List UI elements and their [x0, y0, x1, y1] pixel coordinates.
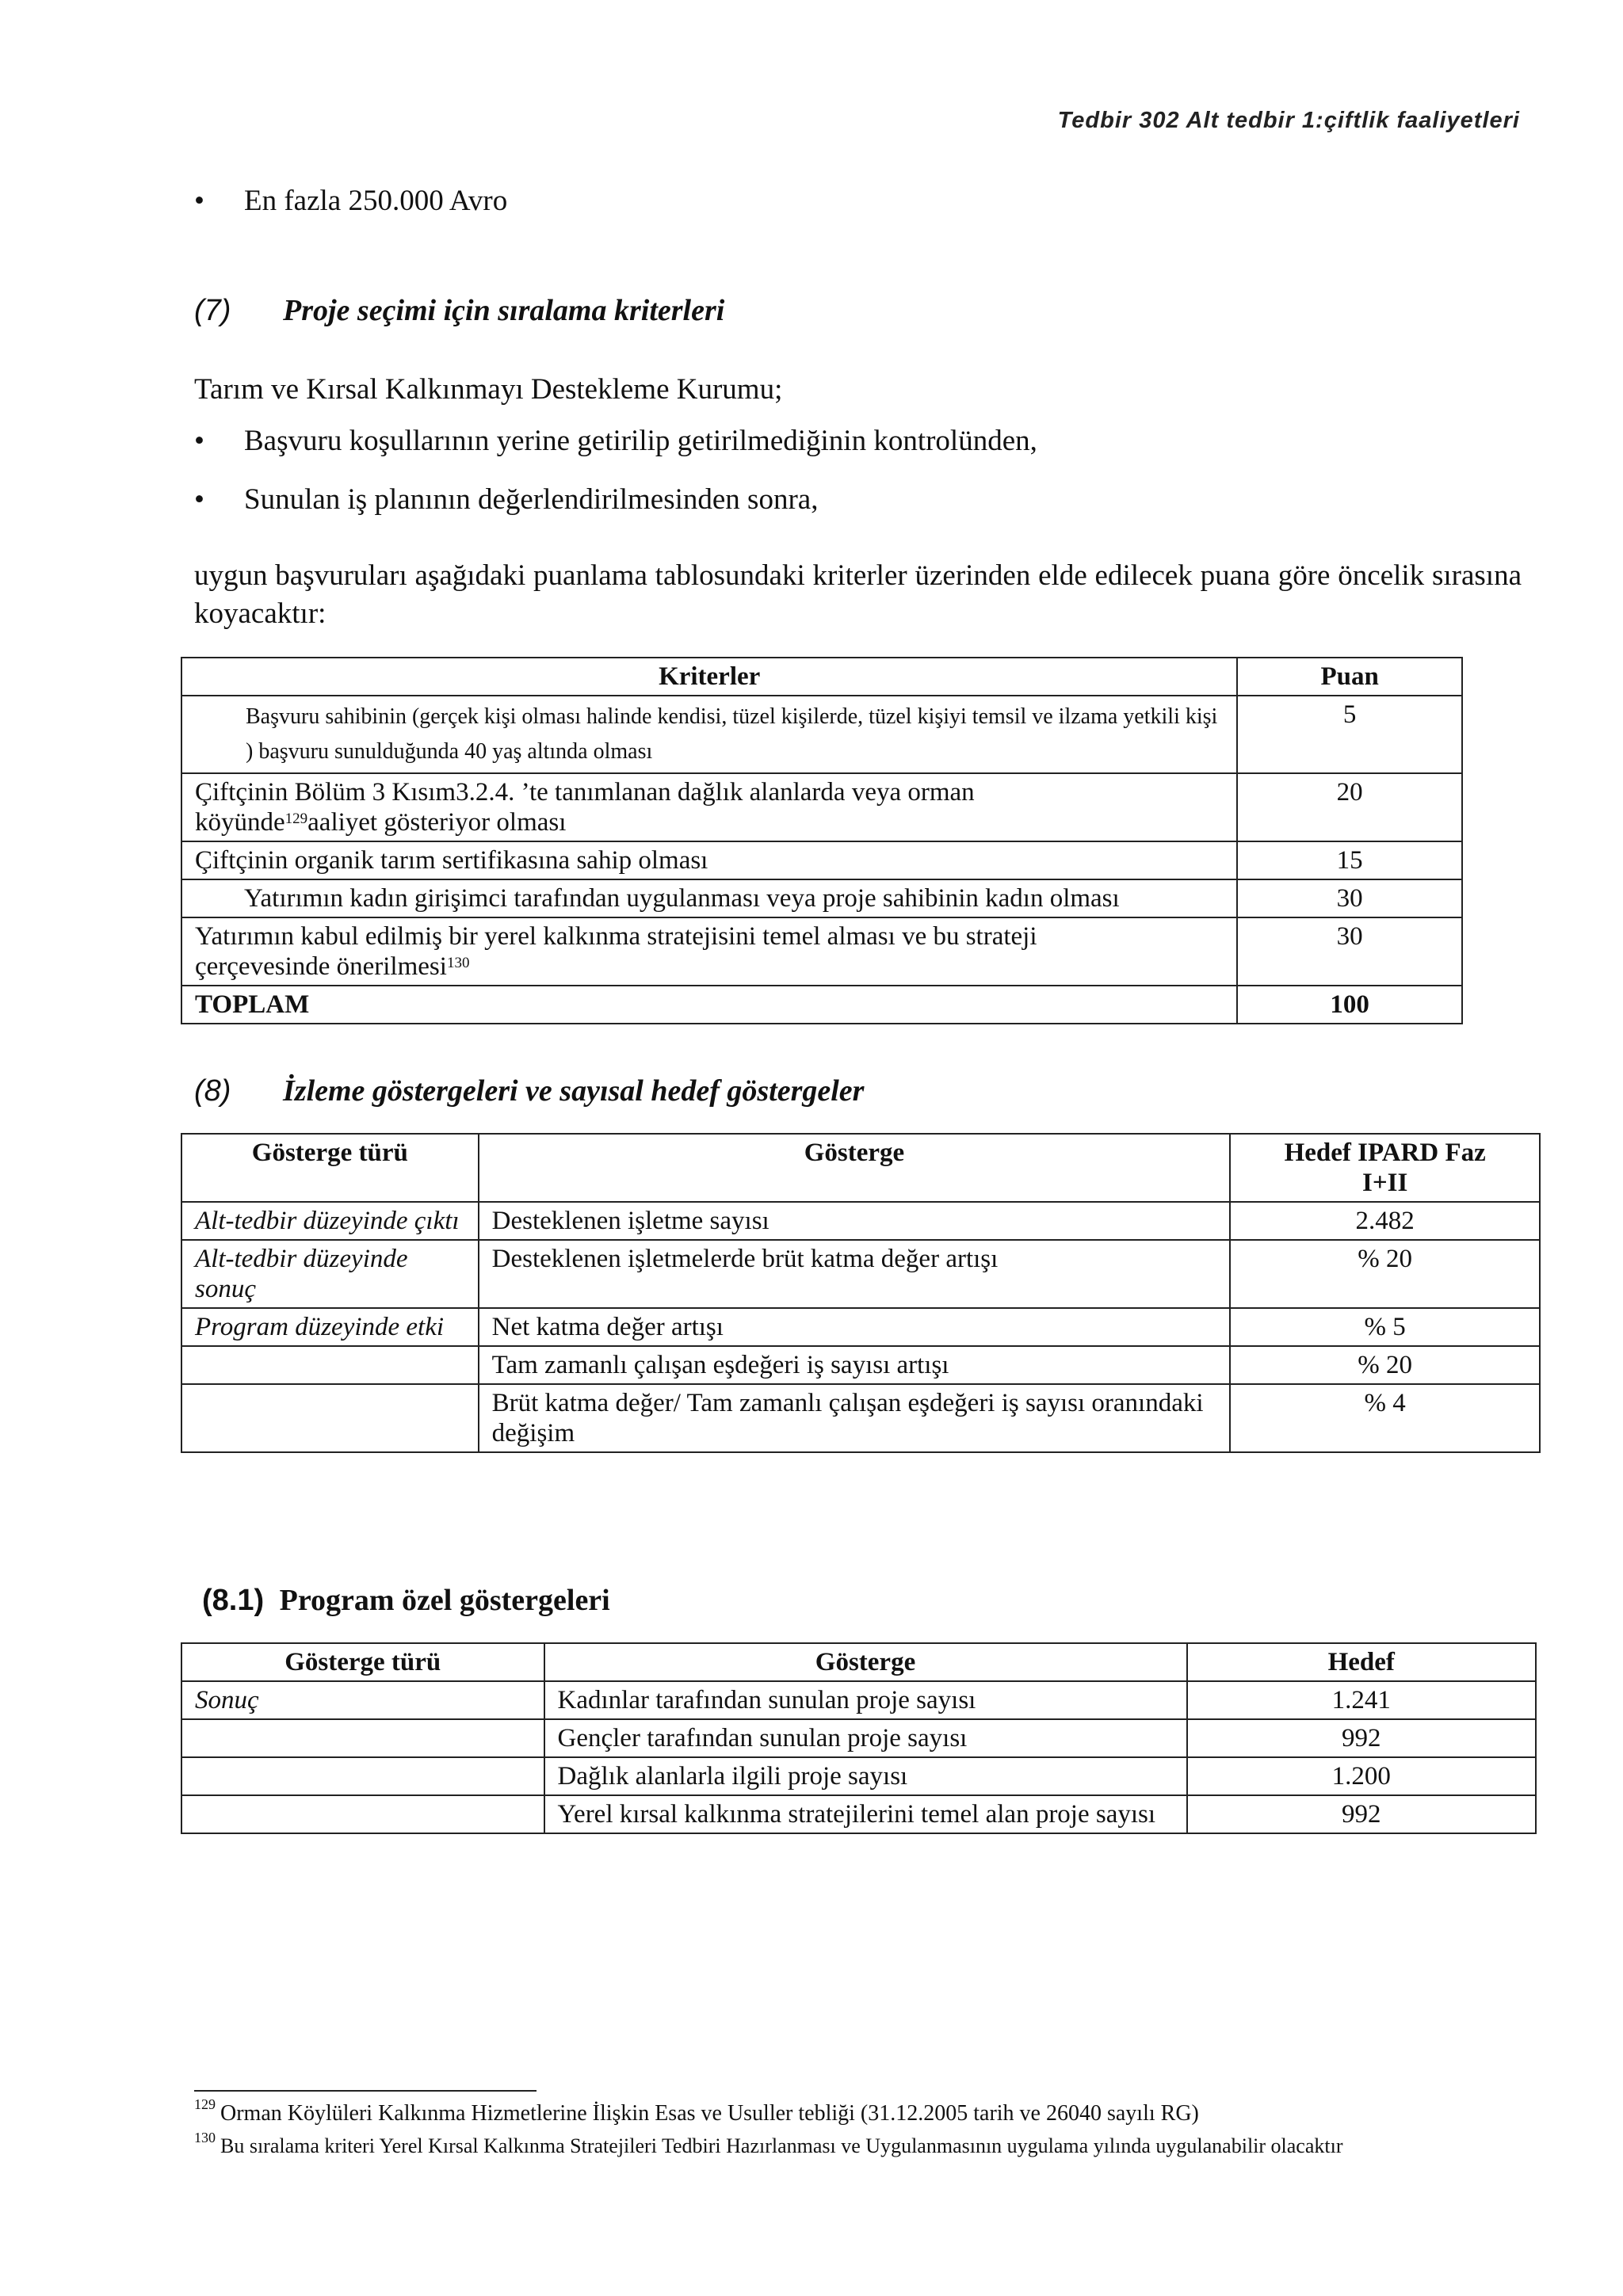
- page-header: Tedbir 302 Alt tedbir 1:çiftlik faaliyetleri: [1057, 108, 1520, 133]
- table-cell: 5: [1237, 696, 1462, 773]
- table-row: [181, 773, 1462, 841]
- table-cell: [181, 1795, 544, 1833]
- table-total-row: [181, 986, 1462, 1024]
- total-label: TOPLAM: [181, 986, 1237, 1024]
- bullet-icon: •: [194, 425, 204, 457]
- table-row: [181, 1719, 1536, 1757]
- table-cell: Desteklenen işletme sayısı: [479, 1202, 1231, 1240]
- table-cell: Tam zamanlı çalışan eşdeğeri iş sayısı artışı: [479, 1346, 1231, 1384]
- section-heading: [194, 293, 725, 328]
- table-cell: % 5: [1230, 1308, 1540, 1346]
- table-row: [181, 1202, 1540, 1240]
- table-cell: 1.200: [1187, 1757, 1536, 1795]
- table-cell: [181, 1757, 544, 1795]
- column-header: Gösterge türü: [181, 1643, 544, 1681]
- section-heading: [194, 1074, 865, 1108]
- table-cell: Yerel kırsal kalkınma stratejilerini temel alan proje sayısı: [544, 1795, 1187, 1833]
- table-cell: % 4: [1230, 1384, 1540, 1452]
- table-cell: Desteklenen işletmelerde brüt katma değer artışı: [479, 1240, 1231, 1308]
- footnote-text: Bu sıralama kriteri Yerel Kırsal Kalkınma Stratejileri Tedbiri Hazırlanması ve Uygulanmasının uygulama yılında uygulanabilir olacaktır: [220, 2134, 1343, 2157]
- table-cell: Başvuru sahibinin (gerçek kişi olması halinde kendisi, tüzel kişilerde, tüzel kişiyi temsil ve ilzama yetkili kişi ) başvuru sunulduğunda 40 yaş altında olması: [181, 696, 1237, 773]
- table-row: [181, 1681, 1536, 1719]
- table-cell: [181, 1346, 479, 1384]
- column-header: Hedef IPARD Faz I+II: [1230, 1134, 1540, 1202]
- body-paragraph: uygun başvuruları aşağıdaki puanlama tablosundaki kriterler üzerinden elde edilecek puana göre öncelik sırasına koyacaktır:: [194, 559, 1522, 630]
- table-row: [181, 1384, 1540, 1452]
- table-cell: [181, 917, 1237, 986]
- table-cell: 992: [1187, 1719, 1536, 1757]
- table-cell: 1.241: [1187, 1681, 1536, 1719]
- table-cell: 30: [1237, 917, 1462, 986]
- table-cell: % 20: [1230, 1240, 1540, 1308]
- table-row: [181, 879, 1462, 917]
- section-number: (8.1): [202, 1584, 265, 1617]
- section-title: İzleme göstergeleri ve sayısal hedef göstergeler: [283, 1074, 865, 1108]
- table-cell: Net katma değer artışı: [479, 1308, 1231, 1346]
- table-row: [181, 917, 1462, 986]
- table-cell: [181, 1384, 479, 1452]
- table-cell: 15: [1237, 841, 1462, 879]
- footnote: [194, 2096, 1199, 2126]
- section-number: (8): [194, 1074, 231, 1108]
- footnote-ref: 129: [285, 810, 308, 827]
- column-header: Kriterler: [181, 658, 1237, 696]
- table-cell: [181, 1719, 544, 1757]
- table-cell: Sonuç: [181, 1681, 544, 1719]
- bullet-icon: •: [194, 185, 204, 217]
- list-item-text: Sunulan iş planının değerlendirilmesinden sonra,: [244, 483, 819, 516]
- footnote: [194, 2130, 1343, 2158]
- table-row: [181, 1346, 1540, 1384]
- column-header: Gösterge türü: [181, 1134, 479, 1202]
- table-cell: Çiftçinin organik tarım sertifikasına sahip olması: [181, 841, 1237, 879]
- table-header-row: [181, 1643, 1536, 1681]
- cell-text: aaliyet gösteriyor olması: [307, 808, 567, 837]
- indicators-table: [181, 1133, 1541, 1453]
- table-cell: 30: [1237, 879, 1462, 917]
- section-heading: [202, 1583, 610, 1618]
- table-cell: Yatırımın kadın girişimci tarafından uygulanması veya proje sahibinin kadın olması: [181, 879, 1237, 917]
- table-row: [181, 1240, 1540, 1308]
- total-value: 100: [1237, 986, 1462, 1024]
- footnote-ref: 130: [446, 955, 470, 971]
- table-cell: Dağlık alanlarla ilgili proje sayısı: [544, 1757, 1187, 1795]
- table-row: [181, 841, 1462, 879]
- cell-text: Yatırımın kabul edilmiş bir yerel kalkınma stratejisini temel alması ve bu strateji çerçevesinde önerilmesi: [195, 922, 1037, 981]
- bullet-icon: •: [194, 483, 204, 516]
- table-cell: Gençler tarafından sunulan proje sayısı: [544, 1719, 1187, 1757]
- table-row: [181, 1308, 1540, 1346]
- table-cell: [181, 773, 1237, 841]
- table-cell: 20: [1237, 773, 1462, 841]
- column-header: Puan: [1237, 658, 1462, 696]
- table-cell: Alt-tedbir düzeyinde sonuç: [181, 1240, 479, 1308]
- table-cell: 2.482: [1230, 1202, 1540, 1240]
- footnote-separator: [194, 2090, 537, 2092]
- table-cell: Program düzeyinde etki: [181, 1308, 479, 1346]
- table-cell: 992: [1187, 1795, 1536, 1833]
- program-indicators-table: [181, 1642, 1537, 1834]
- column-header: Hedef: [1187, 1643, 1536, 1681]
- table-header-row: [181, 1134, 1540, 1202]
- table-cell: Kadınlar tarafından sunulan proje sayısı: [544, 1681, 1187, 1719]
- table-header-row: [181, 658, 1462, 696]
- footnote-number: 130: [194, 2130, 216, 2145]
- table-row: [181, 1757, 1536, 1795]
- table-cell: Brüt katma değer/ Tam zamanlı çalışan eşdeğeri iş sayısı oranındaki değişim: [479, 1384, 1231, 1452]
- list-item-text: En fazla 250.000 Avro: [244, 185, 508, 217]
- column-header: Gösterge: [544, 1643, 1187, 1681]
- intro-text: Tarım ve Kırsal Kalkınmayı Destekleme Kurumu;: [194, 373, 783, 406]
- table-row: [181, 696, 1462, 773]
- footnote-text: Orman Köylüleri Kalkınma Hizmetlerine İlişkin Esas ve Usuller tebliği (31.12.2005 tarih ve 26040 sayılı RG): [220, 2101, 1199, 2126]
- section-title: Proje seçimi için sıralama kriterleri: [283, 294, 725, 327]
- criteria-table: [181, 657, 1463, 1024]
- list-item-text: Başvuru koşullarının yerine getirilip getirilmediğinin kontrolünden,: [244, 425, 1037, 457]
- table-cell: % 20: [1230, 1346, 1540, 1384]
- footnote-number: 129: [194, 2096, 216, 2112]
- table-row: [181, 1795, 1536, 1833]
- table-cell: Alt-tedbir düzeyinde çıktı: [181, 1202, 479, 1240]
- cell-text: Çiftçinin Bölüm 3 Kısım3.2.4. ’te tanımlanan dağlık alanlarda veya orman köyünde: [195, 778, 975, 837]
- column-header: Gösterge: [479, 1134, 1231, 1202]
- section-number: (7): [194, 294, 231, 327]
- section-title: Program özel göstergeleri: [279, 1584, 610, 1617]
